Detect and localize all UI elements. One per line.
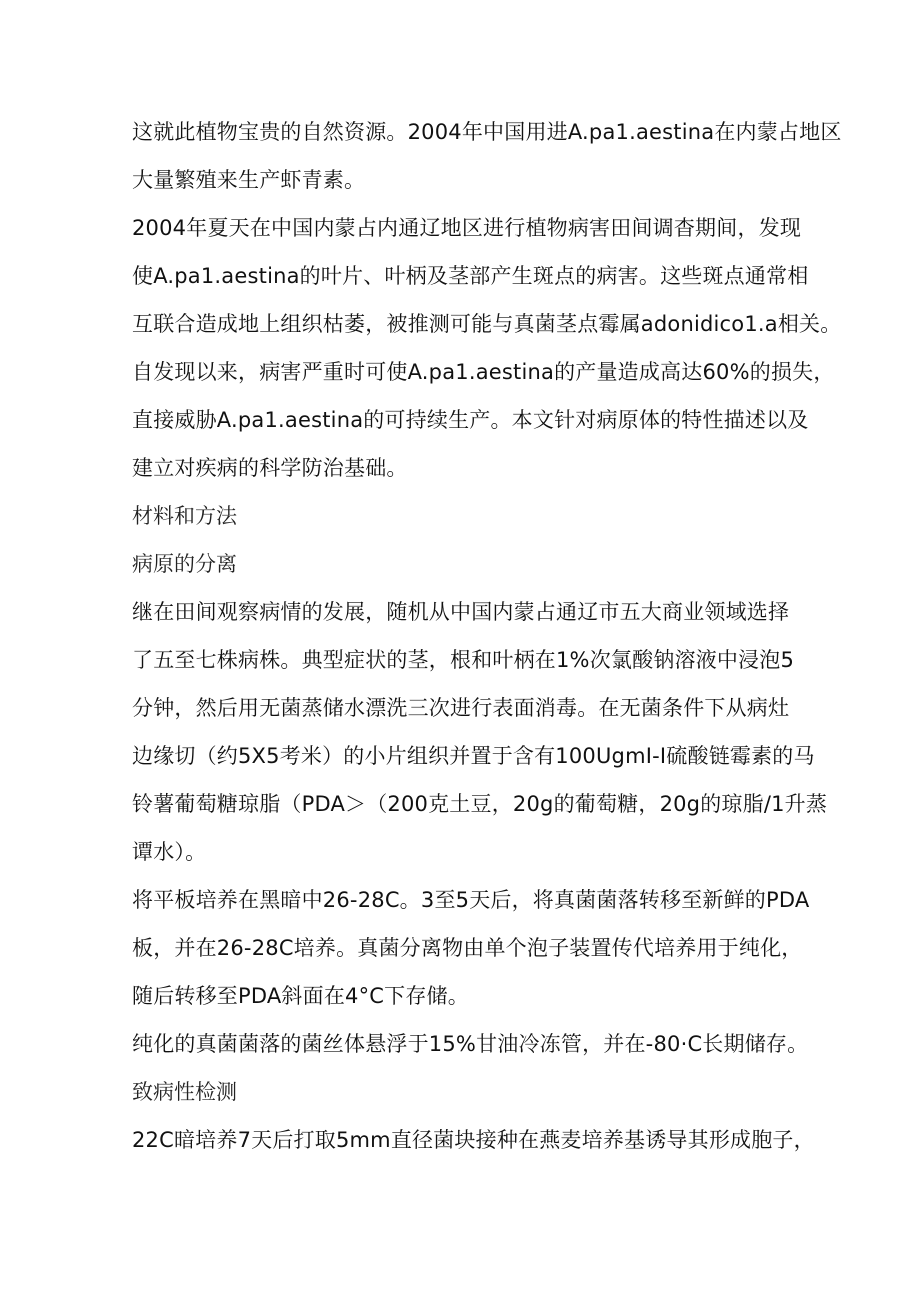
text-line: 边缘切（约5X5考米）的小片组织并置于含有100UgmI-I硫酸链霉素的马 bbox=[132, 744, 815, 768]
text-line: 互联合造成地上组织枯萎，被推测可能与真菌茎点霉属adonidico1.a相关。 bbox=[132, 312, 842, 336]
text-line: 22C暗培养7天后打取5mm直径菌块接种在燕麦培养基诱导其形成胞子， bbox=[132, 1128, 815, 1152]
text-line: 分钟，然后用无菌蒸储水漂洗三次进行表面消毒。在无菌条件下从病灶 bbox=[132, 696, 790, 720]
text-line: 继在田间观察病情的发展，随机从中国内蒙占通辽市五大商业领域选择 bbox=[132, 600, 790, 624]
text-line: 这就此植物宝贵的自然资源。2004年中国用进A.pa1.aestina在内蒙占地区 bbox=[132, 120, 842, 144]
text-line: 谭水）。 bbox=[132, 840, 207, 864]
text-line: 了五至七株病株。典型症状的茎，根和叶柄在1%次氯酸钠溶液中浸泡5 bbox=[132, 648, 795, 672]
subsection-heading-isolation: 病原的分离 bbox=[132, 552, 237, 576]
text-line: 纯化的真菌菌落的菌丝体悬浮于15%甘油冷冻管，并在-80·C长期储存。 bbox=[132, 1032, 809, 1056]
subsection-heading-pathogenicity: 致病性检测 bbox=[132, 1080, 237, 1104]
paragraph-isolation-1 bbox=[132, 588, 828, 876]
paragraph-isolation-3 bbox=[132, 1020, 812, 1068]
text-line: 铃薯葡萄糖琼脂（PDA＞（200克土豆，20g的葡萄糖，20g的琼脂/1升蒸 bbox=[132, 792, 828, 816]
text-line: 使A.pa1.aestina的叶片、叶柄及茎部产生斑点的病害。这些斑点通常相 bbox=[132, 264, 809, 288]
section-heading-materials-methods: 材料和方法 bbox=[132, 504, 237, 528]
text-line: 板，并在26-28C培养。真菌分离物由单个泡子装置传代培养用于纯化， bbox=[132, 936, 803, 960]
paragraph-intro-2 bbox=[132, 204, 842, 492]
paragraph-intro-1 bbox=[132, 108, 842, 204]
text-line: 自发现以来，病害严重时可使A.pa1.aestina的产量造成高达60%的损失， bbox=[132, 360, 835, 384]
text-line: 建立对疾病的科学防治基础。 bbox=[132, 456, 408, 480]
text-line: 大量繁殖来生产虾青素。 bbox=[132, 168, 366, 192]
text-line: 直接威胁A.pa1.aestina的可持续生产。本文针对病原体的特性描述以及 bbox=[132, 408, 809, 432]
text-line: 随后转移至PDA斜面在4°C下存储。 bbox=[132, 984, 469, 1008]
paragraph-pathogenicity-1 bbox=[132, 1116, 815, 1164]
paragraph-isolation-2 bbox=[132, 876, 812, 1020]
text-line: 2004年夏天在中国内蒙占内通辽地区进行植物病害田间调杳期间，发现 bbox=[132, 216, 802, 240]
document-page bbox=[132, 108, 842, 1164]
text-line: 将平板培养在黑暗中26-28C。3至5天后，将真菌菌落转移至新鲜的PDA bbox=[132, 888, 810, 912]
